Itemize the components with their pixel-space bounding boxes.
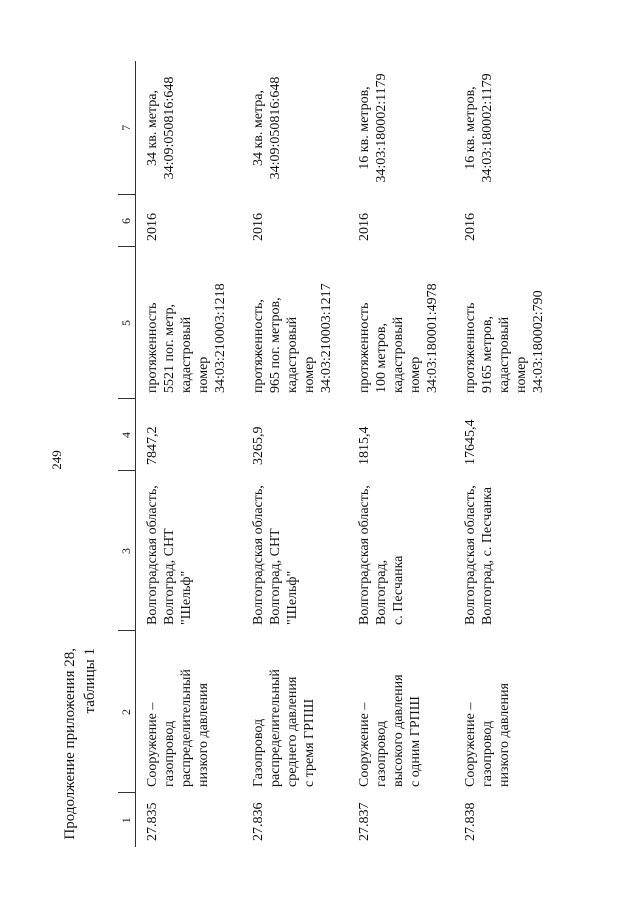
length-cadastral-cell: протяженность 5521 пог. метр, кадастровый номер 34:03:210003:1218 — [145, 283, 228, 393]
rotated-table-wrapper — [118, 0, 618, 905]
land-plot-cell: 34 кв. метра, 34:09:050816:648 — [145, 76, 177, 180]
year-cell: 2016 — [250, 213, 266, 241]
column-header-6: 6 — [118, 195, 136, 247]
column-header-3: 3 — [118, 471, 136, 631]
row-number-cell: 27.835 — [145, 802, 160, 841]
land-plot-cell: 16 кв. метров, 34:03:180002:1179 — [356, 73, 389, 183]
annotation-line-1: Продолжение приложения 28, — [62, 648, 78, 840]
column-header-1: 1 — [118, 793, 136, 847]
address-cell: Волгоградская область, Волгоград, СНТ "Шельф" — [250, 485, 300, 625]
year-cell: 2016 — [462, 213, 478, 241]
length-cadastral-cell: протяженность 100 метров, кадастровый номер 34:03:180001:4978 — [356, 283, 440, 393]
table-row — [348, 61, 454, 847]
address-cell: Волгоградская область, Волгоград, с. Песчанка — [356, 485, 406, 625]
value-cell: 1815,4 — [356, 426, 372, 465]
object-name-cell: Газопровод распределительный среднего давления с тремя ГРПШ — [250, 669, 317, 787]
object-name-cell: Сооружение – газопровод низкого давления — [462, 683, 512, 787]
column-header-2: 2 — [118, 631, 136, 793]
column-number-row — [118, 61, 136, 847]
column-header-4: 4 — [118, 399, 136, 471]
row-number-cell: 27.838 — [462, 802, 478, 841]
property-table — [118, 61, 560, 847]
column-header-5: 5 — [118, 247, 136, 399]
column-header-7: 7 — [118, 61, 136, 195]
length-cadastral-cell: протяженность 9165 метров, кадастровый номер 34:03:180002:790 — [462, 290, 546, 393]
page-number-text: 249 — [49, 450, 64, 470]
address-cell: Волгоградская область, Волгоград, с. Песчанка — [462, 485, 495, 625]
object-name-cell: Сооружение – газопровод распределительный низкого давления — [145, 669, 211, 787]
length-cadastral-cell: протяженность, 965 пог. метров, кадастровый номер 34:03:210003:1217 — [250, 283, 334, 393]
address-cell: Волгоградская область, Волгоград, СНТ "Шельф" — [145, 485, 194, 625]
table-row — [242, 61, 348, 847]
table-row — [136, 61, 242, 847]
value-cell: 17645,4 — [462, 419, 478, 465]
table-row — [454, 61, 560, 847]
value-cell: 3265,9 — [250, 426, 266, 465]
land-plot-cell: 16 кв. метров, 34:03:180002:1179 — [462, 73, 495, 183]
row-number-cell: 27.837 — [356, 802, 372, 841]
appendix-annotation — [60, 0, 100, 905]
year-cell: 2016 — [356, 213, 372, 241]
object-name-cell: Сооружение – газопровод высокого давления с одним ГРПШ — [356, 674, 423, 787]
value-cell: 7847,2 — [145, 426, 160, 465]
row-number-cell: 27.836 — [250, 802, 266, 841]
annotation-line-2: таблицы 1 — [82, 648, 98, 714]
land-plot-cell: 34 кв. метра, 34:09:050816:648 — [250, 76, 283, 180]
year-cell: 2016 — [145, 213, 160, 241]
